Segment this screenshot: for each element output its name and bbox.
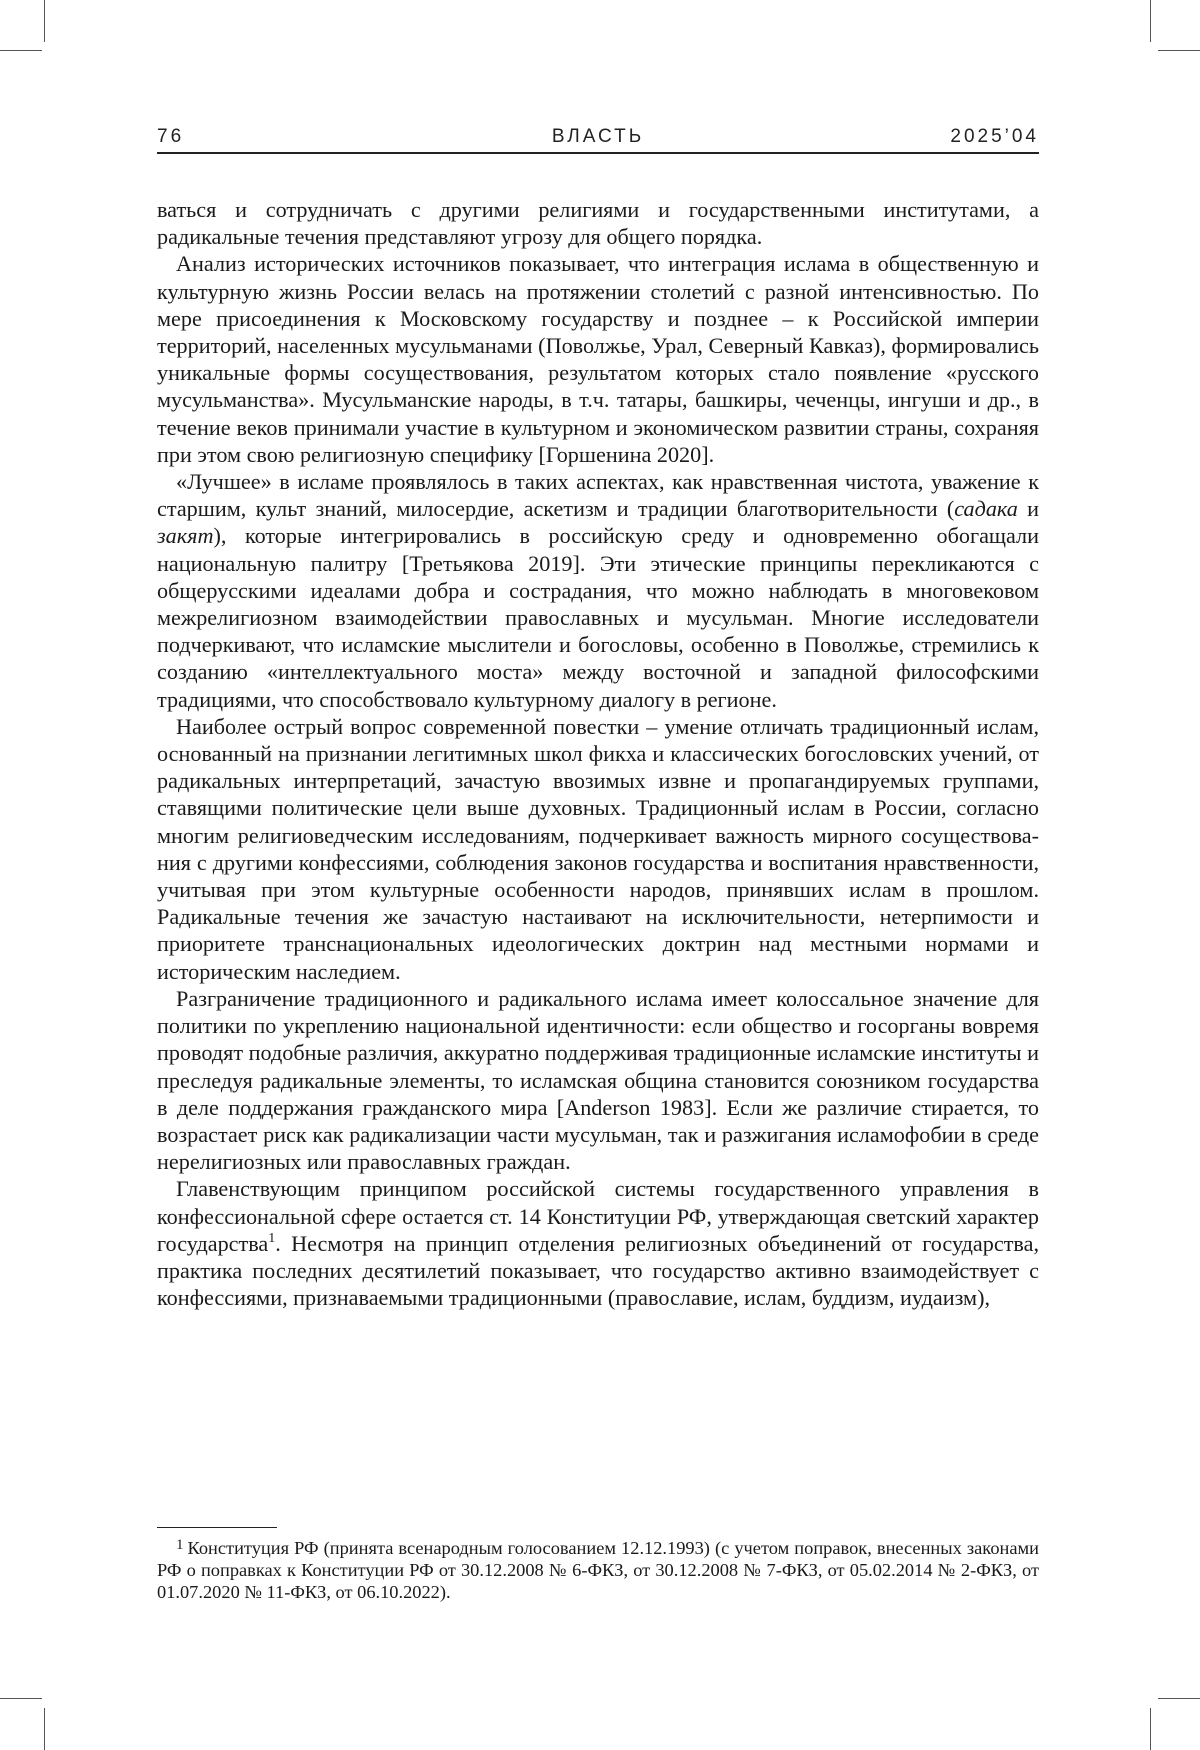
crop-mark (1150, 0, 1151, 42)
paragraph (157, 468, 1039, 713)
article-body (157, 196, 1039, 1311)
paragraph-text: . Несмотря на принцип отделения религиозных объединений от государства, практика последних десятиле­тий показывает, что государство активно взаимодействует с конфессиями, признаваемыми традиционными (православие, ислам, буддизм, иудаизм), (157, 1231, 1039, 1310)
paragraph-text: ), которые интегрировались в российскую среду и одновременно обогащали национальную палитру [Третьякова 2019]. Эти этические принципы перекликаются с общерус­скими идеалами добра и сострадания, что можно наблюдать в многовеко­вом межрелигиозном взаимодействии православных и мусульман. Многие исследователи подчеркивают, что исламские мыслители и богословы, осо­бенно в Поволжье, стремились к созданию «интеллектуального моста» между восточной и западной философскими традициями, что способство­вало культурному диалогу в регионе. (157, 523, 1039, 711)
crop-mark (0, 1698, 42, 1699)
crop-mark (1158, 50, 1200, 51)
header-rule (157, 152, 1039, 154)
paragraph-text: «Лучшее» в исламе проявлялось в таких аспектах, как нравственная чистота, уважение к старшим, культ знаний, милосердие, аскетизм и тра­диции благотворительности ( (157, 469, 1039, 521)
italic-term: закят (157, 523, 213, 548)
footnote (157, 1537, 1039, 1603)
paragraph-text: Главенствующим принципом российской системы государственного управ­ления в конфессиональной сфере остается ст. 14 Конституции РФ, утверж­дающая светский характер государства (157, 1176, 1039, 1255)
paragraph-text: и (1018, 496, 1039, 521)
issue-number: 2025’04 (950, 126, 1039, 148)
page-number: 76 (157, 126, 184, 148)
paragraph: Разграничение традиционного и радикального ислама имеет колоссальное значение для политики по укреплению национальной идентичности: если общество и госорганы вовремя проводят подобные различия, аккуратно под­держивая традиционные исламские институты и преследуя радикальные эле­менты, то исламская община становится союзником государства в деле под­держания гражданского мира [Anderson 1983]. Если же различие стирается, то возрастает риск как радикализации части мусульман, так и разжигания исламофобии в среде нерелигиозных или православных граждан. (157, 985, 1039, 1175)
paragraph: Анализ исторических источников показывает, что интеграция ислама в общественную и культурную жизнь России велась на протяжении столетий с разной интенсивностью. По мере присоединения к Московскому государ­ству и позднее – к Российской империи территорий, населенных мусуль­манами (Поволжье, Урал, Северный Кавказ), формировались уникальные формы сосуществования, результатом которых стало появление «русского мусульманства». Мусульманские народы, в т.ч. татары, башкиры, чеченцы, ингуши и др., в течение веков принимали участие в культурном и экономи­ческом развитии страны, сохраняя при этом свою религиозную специфику [Горшенина 2020]. (157, 250, 1039, 468)
footnote-marker: 1 (176, 1537, 184, 1553)
paragraph: ваться и сотрудничать с другими религиями и государственными институ­тами, а радикальные течения представляют угрозу для общего порядка. (157, 196, 1039, 250)
crop-mark (0, 50, 42, 51)
paragraph: Наиболее острый вопрос современной повестки – умение отличать тради­ционный ислам, основанный на признании легитимных школ фикха и клас­сических богословских учений, от радикальных интерпретаций, зачастую ввозимых извне и пропагандируемых группами, ставящими политические цели выше духовных. Традиционный ислам в России, согласно многим рели­гиоведческим исследованиям, подчеркивает важность мирного сосуществова­ния с другими конфессиями, соблюдения законов государства и воспита­ния нравственности, учитывая при этом культурные особенности народов, принявших ислам в прошлом. Радикальные течения же зачастую настаивают на исключительности, нетерпимости и приоритете транснациональных идео­логических доктрин над местными нормами и историческим наследием. (157, 713, 1039, 985)
footnote-reference[interactable]: 1 (268, 1231, 275, 1246)
crop-mark (1158, 1698, 1200, 1699)
footnote-body: Конституция РФ (принята всенародным голосованием 12.12.1993) (с учетом поправок, внесенных законами РФ о поправках к Конституции РФ от 30.12.2008 № 6-ФКЗ, от 30.12.2008 № 7-ФКЗ, от 05.02.2014 № 2-ФКЗ, от 01.07.2020 № 11-ФКЗ, от 06.10.2022). (157, 1538, 1039, 1602)
footnote-rule (157, 1527, 277, 1528)
italic-term: садака (954, 496, 1018, 521)
footnote-text (157, 1537, 1039, 1603)
crop-mark (1150, 1708, 1151, 1750)
crop-mark (44, 1708, 45, 1750)
running-header (157, 126, 1039, 152)
crop-mark (44, 0, 45, 42)
paragraph (157, 1175, 1039, 1311)
journal-title: ВЛАСТЬ (157, 126, 1039, 148)
